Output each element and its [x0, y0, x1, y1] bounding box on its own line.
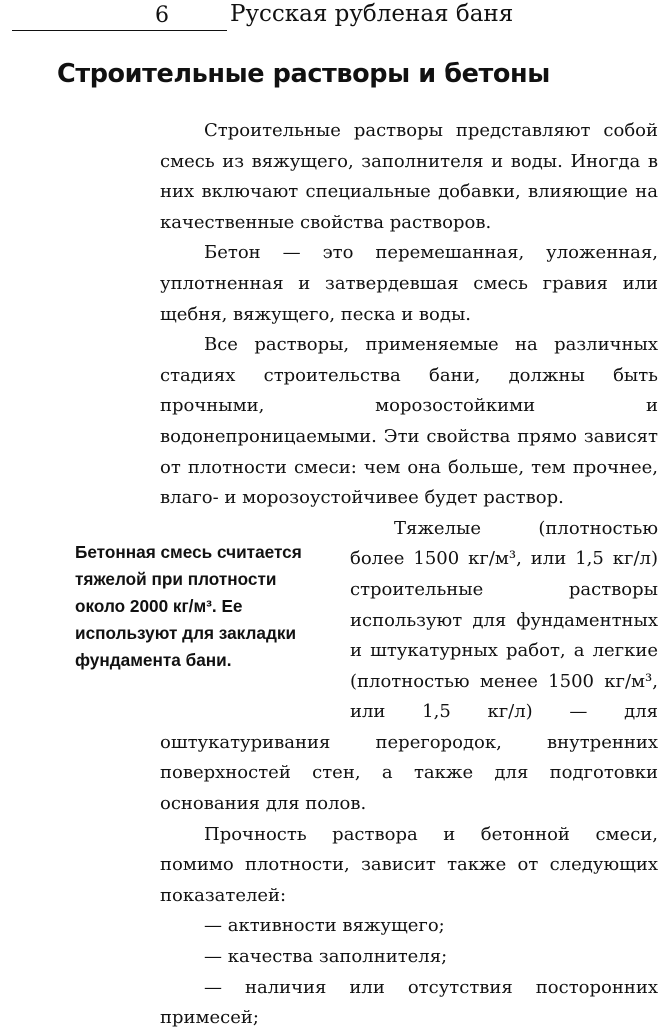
paragraph-1: Строительные растворы представляют собой смесь из вяжущего, заполнителя и воды. Иногда в них включают специальные добавки, влияющие на качественные свойства растворов. [160, 120, 658, 233]
sidenote: Бетонная смесь считается тяжелой при плотности около 2000 кг/м³. Ее используют для закладки фундамента бани. [75, 542, 302, 670]
section-title: Строительные растворы и бетоны [57, 59, 550, 89]
paragraph-3: Все растворы, применяемые на различных стадиях строительства бани, должны быть прочными, морозостойкими и водонепроницаемыми. Эти свойства прямо зависят от плотности смеси: чем она больше, тем прочнее, влаго- и морозоустойчивее будет раствор. [160, 334, 658, 509]
paragraph-4: Тяжелые (плотностью более 1500 кг/м³, или 1,5 кг/л) строительные растворы используют для фундаментных и штукатурных работ, а легкие (плотностью менее 1500 кг/м³, или 1,5 кг/л) — для оштукатуривания перегородок, внутренних поверхностей стен, а также для подготовки основания для полов. [160, 517, 658, 815]
list-item: — качества заполнителя; [204, 946, 448, 968]
page-number: 6 [155, 3, 169, 28]
header-rule [12, 30, 227, 31]
paragraph-5: Прочность раствора и бетонной смеси, помимо плотности, зависит также от следующих показателей: [160, 823, 658, 906]
paragraph-2: Бетон — это перемешанная, уложенная, уплотненная и затвердевшая смесь гравия или щебня, вяжущего, песка и воды. [160, 242, 658, 325]
list-item: — активности вяжущего; [204, 915, 445, 937]
running-header [0, 0, 664, 40]
running-title: Русская рубленая баня [230, 1, 514, 27]
list-item: — наличия или отсутствия посторонних примесей; [160, 976, 658, 1029]
